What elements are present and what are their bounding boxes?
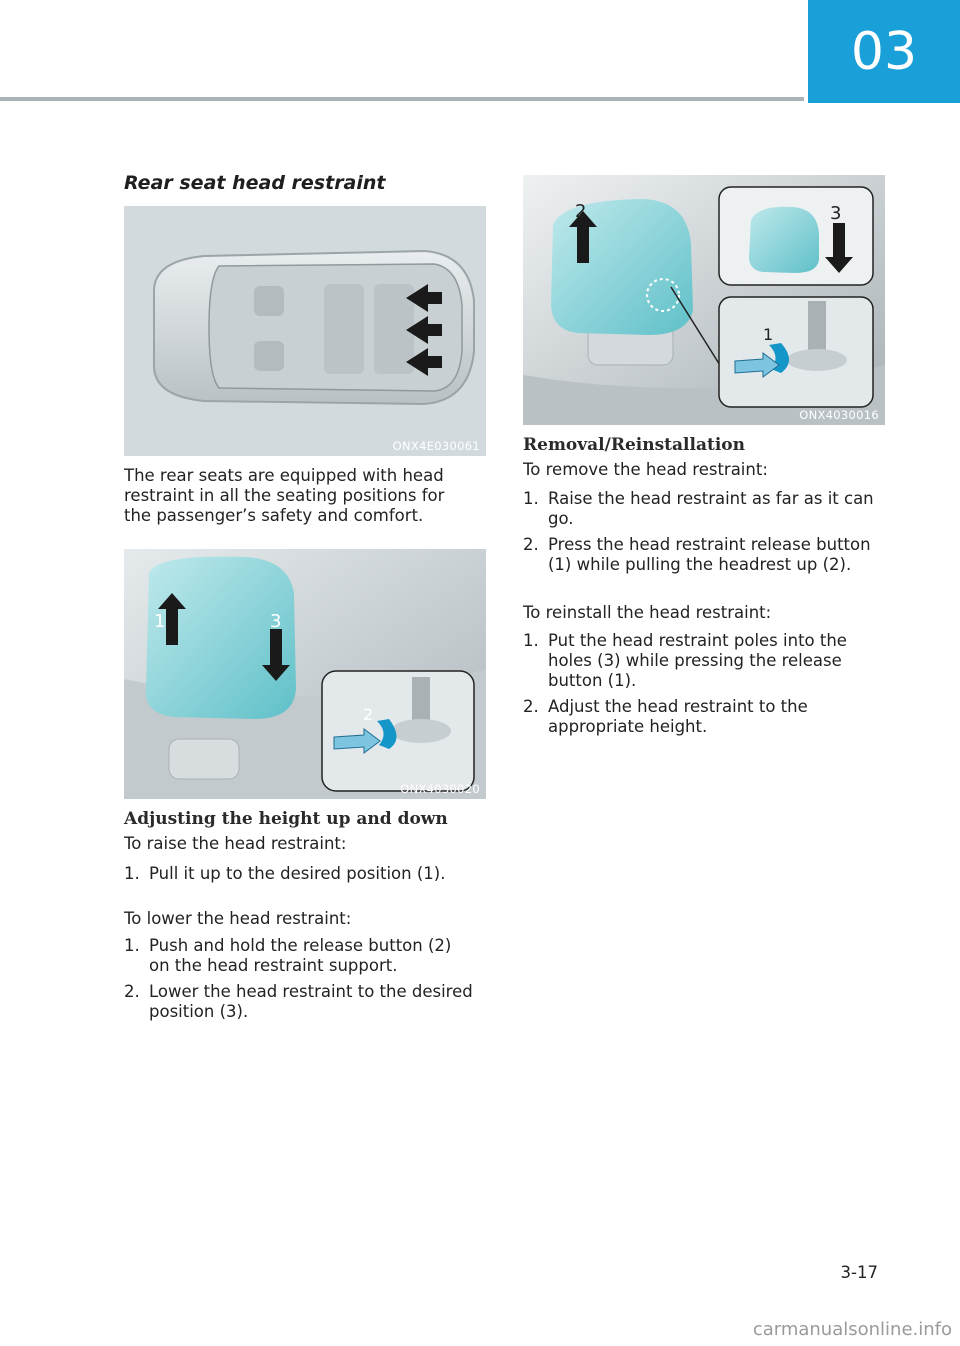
chapter-tab (808, 0, 960, 103)
list-item: 1. Raise the head restraint as far as it can go. (523, 489, 874, 528)
intro-paragraph: The rear seats are equipped with head restraint in all the seating positions for the passenger’s safety and comfort. (124, 466, 445, 525)
lower-steps (124, 936, 474, 1028)
lower-intro: To lower the head restraint: (124, 909, 352, 928)
height-adjust-illustration (124, 549, 486, 799)
adjust-heading: Adjusting the height up and down (124, 809, 448, 829)
car-top-view-illustration (124, 206, 486, 456)
chapter-number: 03 (850, 21, 918, 82)
raise-steps (124, 864, 474, 890)
figure-height-adjust (124, 549, 486, 799)
figure-removal (523, 175, 885, 425)
callout-label: 1 (763, 325, 774, 344)
list-item: 1. Put the head restraint poles into the holes (3) while pressing the release button (1). (523, 631, 847, 690)
remove-steps (523, 489, 888, 581)
reinstall-intro: To reinstall the head restraint: (523, 603, 772, 622)
callout-label: 2 (363, 705, 374, 724)
header-rule (0, 97, 804, 101)
remove-intro: To remove the head restraint: (523, 460, 768, 479)
section-title: Rear seat head restraint (124, 172, 386, 194)
raise-intro: To raise the head restraint: (124, 834, 347, 853)
callout-label: 1 (154, 611, 166, 632)
figure-code: ONX4030016 (799, 408, 879, 422)
list-item: 2. Press the head restraint release button (1) while pulling the headrest up (2). (523, 535, 871, 574)
list-item: 1. Push and hold the release button (2) on the head restraint support. (124, 936, 452, 975)
reinstall-steps (523, 631, 888, 743)
list-item: 2. Adjust the head restraint to the appropriate height. (523, 697, 808, 736)
list-item: 1. Pull it up to the desired position (1). (124, 864, 446, 883)
removal-heading: Removal/Reinstallation (523, 435, 745, 455)
callout-label: 3 (270, 611, 282, 632)
figure-code: ONX4E030061 (392, 439, 480, 453)
callout-label: 2 (575, 201, 587, 222)
figure-code: ONX4030020 (400, 782, 480, 796)
list-item: 2. Lower the head restraint to the desired position (3). (124, 982, 473, 1021)
page-number: 3-17 (840, 1263, 878, 1282)
figure-car-top-view (124, 206, 486, 456)
callout-label: 3 (830, 203, 842, 224)
footer-watermark: carmanualsonline.info (752, 1319, 952, 1340)
